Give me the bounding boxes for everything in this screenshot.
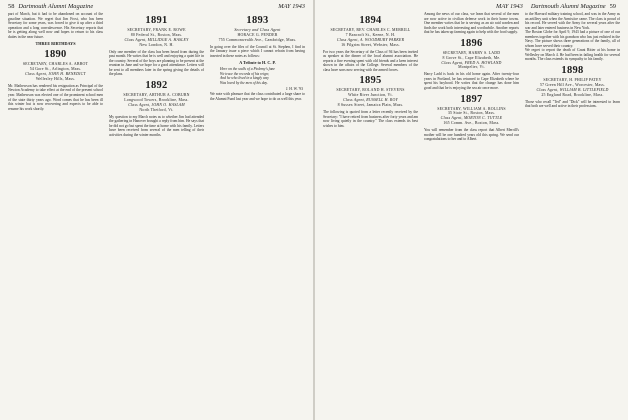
class-notes-text: Among the news of our class, we learn that several of the men are now active in civilian defense work in their home towns. One member writes that he is serving as an air raid warden and finds the work both interesting and worthwhile. Another reports that he has taken up farming again to help with the food supply. [424, 12, 520, 35]
address-line: 25 England Road, Brookline, Mass. [541, 92, 604, 97]
address-line: 54 Gore St., Arlington, Mass. [29, 67, 82, 72]
class-agent-line: Class Agent, WILLIAM B. LITTLEFIELD [536, 87, 609, 92]
secretary-line: SECRETARY, HARRY S. LADD [442, 50, 501, 55]
poem-signature: J. H. W. '93 [285, 86, 303, 91]
address-line: 7 Bancroft St., Keene, N. H. [345, 32, 396, 37]
address-line: 8 Sussex Street, Jamaica Plain, Mass. [337, 103, 404, 108]
class-agent-line: Class Agent, A. WOODBURY PARKER [336, 37, 405, 42]
address-line: 8 Grove St., Cape Elizabeth, Me. [442, 55, 501, 60]
address-line: North Thetford, Vt. [139, 107, 174, 112]
class-officers [210, 28, 305, 43]
address-line: Montpelier, Vt. [458, 65, 485, 70]
address-line: 755 Commonwealth Ave., Cambridge, Mass. [218, 37, 297, 42]
address-line: White River Junction, Vt. [347, 93, 394, 98]
class-year-heading: 1893 [246, 15, 269, 26]
address-line: Wellesley Hills, Mass. [35, 77, 76, 81]
secretary-line: SECRETARY, ROLAND H. STEVENS [336, 88, 405, 93]
address-line: 16 Pilgrim Street, Webster, Mass. [341, 42, 400, 47]
class-officers [424, 107, 519, 127]
right-column-1 [323, 12, 418, 417]
class-officers [323, 28, 418, 48]
class-officers [109, 28, 204, 48]
address-line: New London, N. H. [139, 42, 174, 47]
page-number: 58 [8, 3, 15, 10]
class-agent-line: Class Agent, JOHN O. HASLAM [128, 102, 185, 107]
class-agent-line: Class Agent, RUSSELL H. ROY [343, 98, 398, 103]
left-column-1 [8, 12, 103, 417]
left-columns [8, 12, 305, 417]
class-year-heading: 1895 [359, 75, 382, 87]
right-page [315, 0, 628, 420]
left-page [0, 0, 313, 420]
class-notes-text: to the Harvard military training school, and was in the Army as an artillery unit when the Armistice came. The class is proud of his record. He served with the Army for several years after the war and later entered business in New York. [525, 12, 621, 30]
class-notes-text: We regret to report the death of Grant Ritter at his home in Wellesley on March 4. He had been in failing health for several months. The class extends its sympathy to his family. [525, 48, 621, 62]
address-line: 35 State St., Boston, Mass. [447, 111, 496, 116]
secretary-line: SECRETARY, CHARLES A. ABBOT [22, 62, 89, 67]
class-agent-line: Class Agent, JOHN H. BENEDICT [25, 72, 86, 77]
class-officers [109, 93, 204, 113]
class-notes-text: The following is quoted from a letter recently received by the Secretary: "I have retired from business after forty years and am now living quietly in the country." The class extends its best wishes to him. [323, 109, 419, 128]
class-notes-text: Mr. Mathewson has rendered his resignation as Principal of the Newton Academy to take effect at the end of the present school year. Mathewson was elected one of the prominent school men of the state thirty years ago. Word comes that he has been ill this winter but is now recovering and expects to be able to resume his work shortly. [8, 83, 104, 111]
class-notes-text: You will remember from the class report that Albert Merrill's mother will be one hundred years old this spring. We send our congratulations to her and to Albert. [424, 128, 520, 142]
page-number: 59 [609, 3, 616, 10]
left-column-3 [210, 12, 305, 417]
address-line: 80 Federal St., Boston, Mass. [130, 32, 183, 37]
class-notes-text: For two years the Secretary of the Class of 94 has been invited as speaker at the dinner of the local alumni association. He reports a fine evening spent with old friends and a keen interest shown in the affairs of the College. Several members of the class have sons now serving with the armed forces. [323, 49, 419, 72]
right-columns [323, 12, 620, 417]
poem-verse: Here on the walls of a Ptolemy's fane We trace the records of his reign; And he who lived in a kingly way Was loved by the men of his day. [220, 67, 276, 85]
secretary-line: SECRETARY, FRANK E. ROWE [127, 28, 186, 32]
class-officers [8, 62, 103, 82]
class-notes-text: Those who recall "Ted" and "Dick" will be interested to learn that both are well and active in their professions. [525, 99, 621, 109]
class-officers [424, 51, 519, 71]
issue-date: MAY 1943 [496, 3, 523, 10]
right-column-3 [525, 12, 620, 417]
running-title: Dartmouth Alumni Magazine [530, 3, 606, 10]
secretary-line: SECRETARY, ARTHUR A. COBURN [123, 92, 190, 97]
secretary-line: SECRETARY, REV. CHARLES C. MERRILL [330, 28, 411, 32]
class-notes-text: My question to my March notes as to whether Jim had attended the gathering in Hanover brought a reply from him. He says that he did not go but spent the time at home with his family. Letters have been received from several of the men telling of their activities during the winter months. [109, 114, 205, 137]
secretary-line: Secretary and Class Agent [234, 28, 281, 32]
class-officers [525, 78, 620, 98]
class-year-heading: 1896 [460, 37, 483, 49]
poem-title: A Tribute to H. C. P. [239, 60, 276, 66]
class-year-heading: 1890 [44, 49, 67, 61]
class-agent-line: Class Agent, MORTON C. TUTTLE [440, 116, 503, 121]
secretary-line: SECRETARY, H. PHILIP PATEY [543, 78, 602, 83]
class-agent-line: Class Agent, MILLIDGE A. HASLEY [124, 37, 189, 42]
class-year-heading: 1891 [145, 15, 168, 26]
address-line: Longwood Towers, Brookline, Mass. [124, 97, 189, 102]
class-year-heading: 1892 [145, 79, 168, 91]
class-notes-text: part of March, but it had to be abandoned on account of the gasoline situation. We regret that Jim Frost, who has been Secretary for some years, was forced to give it up after a third operation and a long convalescence. His Secretary reports that he is getting along well now and hopes to return to his class duties in the near future. [8, 12, 104, 39]
class-notes-text: We note with pleasure that the class contributed a large share to the Alumni Fund last year and we hope to do as well this year. [210, 92, 306, 101]
class-notes-text: Only one member of the class has been heard from during the past month. He writes that he is well and enjoying a quiet life in the country. Several of the boys are planning to be present at the reunion in June and we hope for a good attendance. Letters will be sent to all members later in the spring giving the details of the plans. [109, 49, 205, 77]
issue-date: MAY 1943 [278, 3, 305, 10]
left-page-header [8, 3, 305, 12]
left-column-2 [109, 12, 204, 417]
class-year-heading: 1898 [561, 65, 584, 77]
class-notes-text: In going over the files of the Council at St. Stephen, I find in the January issue a piece which I cannot refrain from having inserted in these notes as follows: [210, 44, 306, 58]
secretary-name: HORACE G. PENDER [237, 32, 278, 37]
running-title: Dartmouth Alumni Magazine [18, 3, 94, 10]
class-notes-text: The Boston Globe for April 9, 1943 had a picture of one of our members together with his grandson who has just enlisted in the Navy. The picture shows three generations of the family, all of whom have served their country. [525, 30, 621, 48]
class-year-heading: 1894 [359, 15, 382, 26]
class-officers [323, 88, 418, 108]
address-line: 57 Green Hill Ave., Worcester, Mass. [539, 82, 606, 87]
secretary-line: SECRETARY, WILLIAM A. ROLLINS [437, 106, 506, 111]
section-heading: THREE BIRTHDAYS [35, 41, 76, 47]
address-line: 165 Comm. Ave., Boston, Mass. [443, 121, 500, 126]
right-page-header [323, 3, 620, 12]
right-column-2 [424, 12, 519, 417]
class-agent-line: Class Agent, FRED A. HOWLAND [441, 60, 502, 65]
class-notes-text: Harry Ladd is back in his old home again. After twenty-four years in Portland, he has returned to Cape Elizabeth where he spent his boyhood. He writes that the change has done him good and that he is enjoying the sea air once more. [424, 72, 520, 90]
class-year-heading: 1897 [460, 93, 483, 105]
